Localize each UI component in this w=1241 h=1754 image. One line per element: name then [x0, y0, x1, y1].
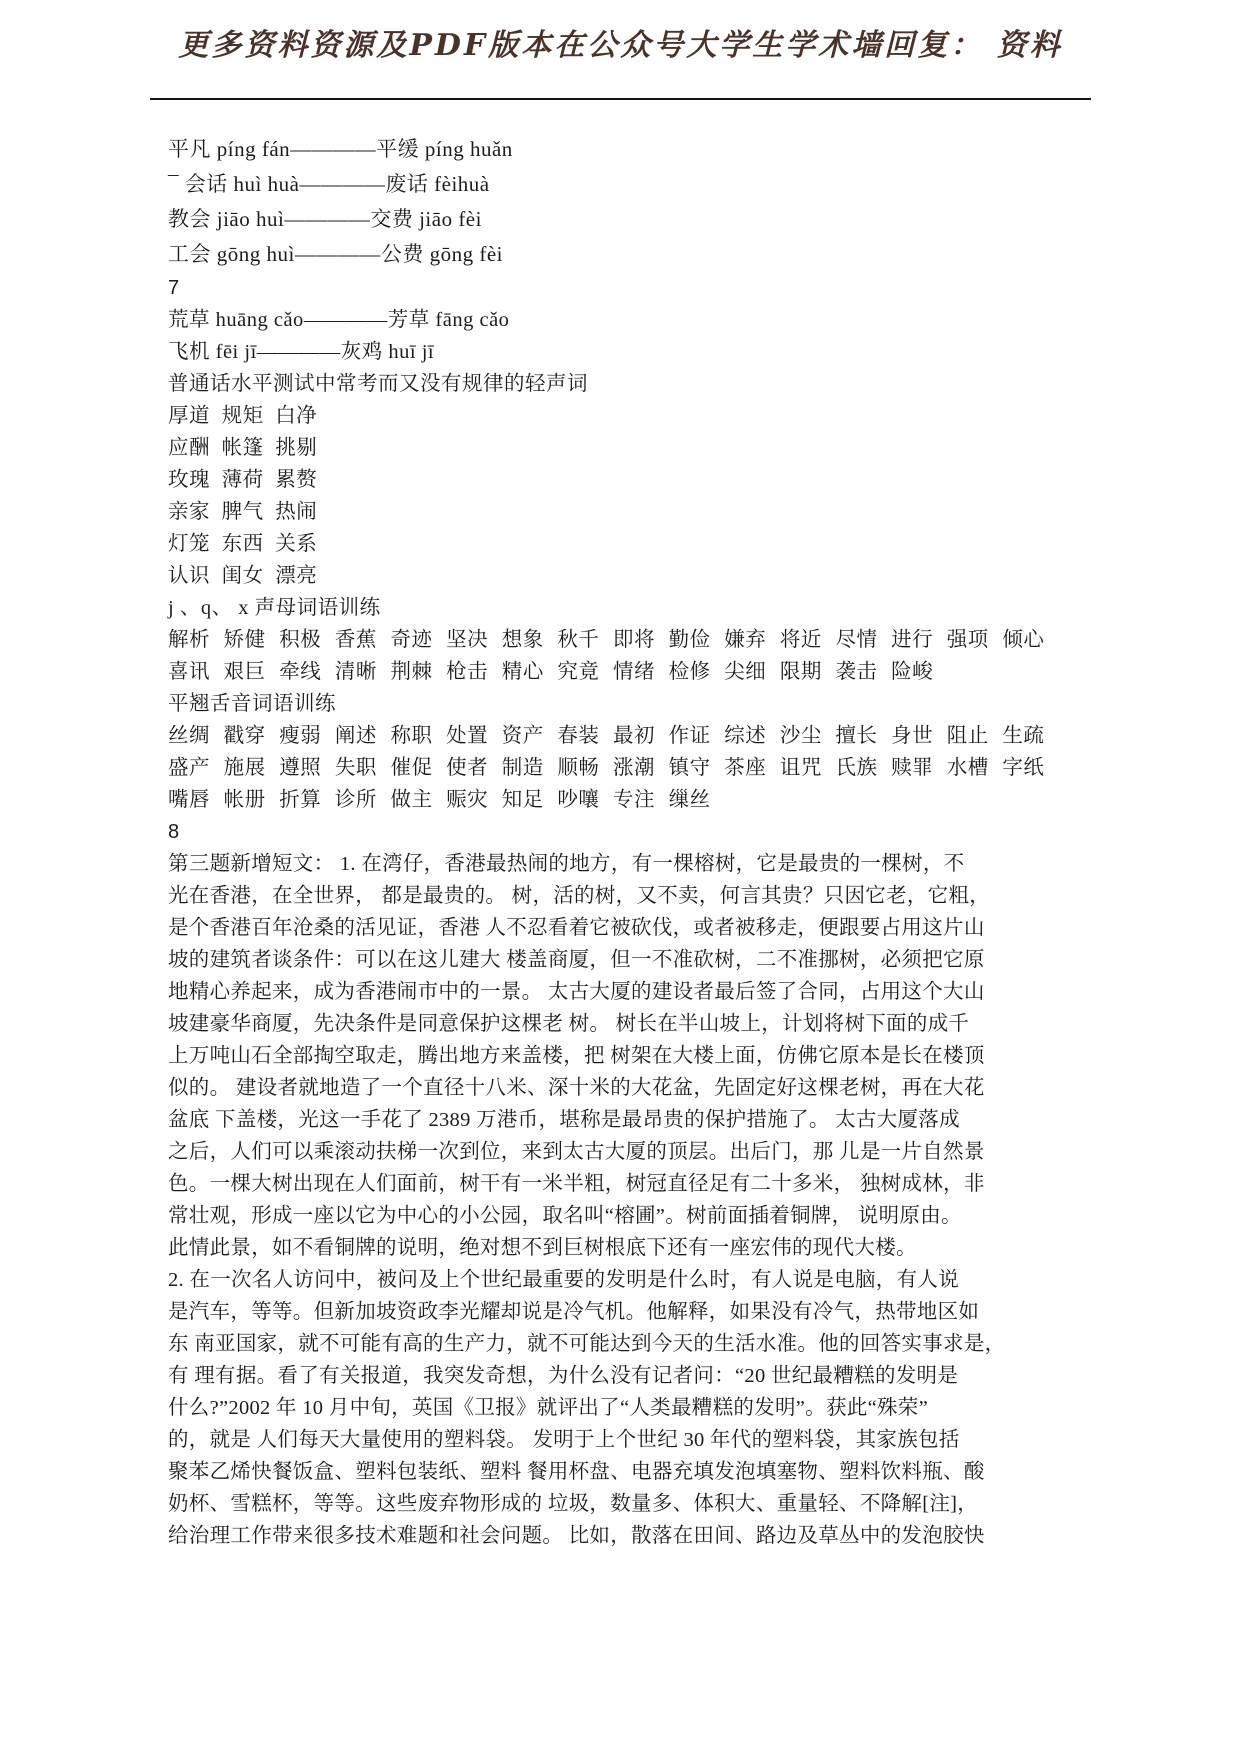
paragraph-line: 之后，人们可以乘滚动扶梯一次到位，来到太古大厦的顶层。出后门，那 儿是一片自然景	[168, 1141, 985, 1163]
pingqiao-word-rows	[168, 720, 1121, 816]
paragraph-line: 坡建豪华商厦，先决条件是同意保护这棵老 树。 树长在半山坡上，计划将树下面的成千	[168, 1013, 970, 1035]
paragraph-line: 有 理有据。看了有关报道，我突发奇想，为什么没有记者问：“20 世纪最糟糕的发明是	[168, 1365, 959, 1387]
section-title-qingsheng: 普通话水平测试中常考而又没有规律的轻声词	[168, 373, 588, 395]
paragraph-line: 色。一棵大树出现在人们面前，树干有一米半粗，树冠直径足有二十多米， 独树成林，非	[168, 1173, 985, 1195]
header-watermark-note: 更多资料资源及PDF版本在公众号大学生学术墙回复： 资料	[178, 28, 1063, 63]
paragraph-line: 坡的建筑者谈条件：可以在这儿建大 楼盖商厦，但一不准砍树，二不准挪树，必须把它原	[168, 949, 985, 971]
paragraph-line: 是汽车，等等。但新加坡资政李光耀却说是冷气机。他解释，如果没有冷气，热带地区如	[168, 1301, 980, 1323]
word-row: 盛产 施展 遵照 失职 催促 使者 制造 顺畅 涨潮 镇守 茶座 诅咒 氏族 赎罪 水槽 字纸	[168, 757, 1045, 779]
word-group-row: 亲家 脾气 热闹	[168, 501, 318, 523]
pinyin-pair-block-top	[168, 132, 1121, 272]
paragraph-line: 盆底 下盖楼，光这一手花了 2389 万港币，堪称是最昂贵的保护措施了。 太古大厦落成	[168, 1109, 960, 1131]
page-number-8: 8	[168, 821, 180, 843]
section-title-pingqiao: 平翘舌音词语训练	[168, 693, 336, 715]
paragraph-line: 光在香港，在全世界， 都是最贵的。 树，活的树，又不卖，何言其贵？只因它老，它粗，	[168, 885, 991, 907]
word-group-row: 认识 闺女 漂亮	[168, 565, 318, 587]
paragraph-line: 的，就是 人们每天大量使用的塑料袋。 发明于上个世纪 30 年代的塑料袋，其家族包括	[168, 1429, 960, 1451]
paragraph-line: 是个香港百年沧桑的活见证，香港 人不忍看着它被砍伐，或者被移走，便跟要占用这片山	[168, 917, 985, 939]
page-number-7: 7	[168, 277, 180, 299]
document-body	[168, 100, 1121, 1552]
word-row: 喜讯 艰巨 牵线 清晰 荆棘 枪击 精心 究竟 情绪 检修 尖细 限期 袭击 险峻	[168, 661, 934, 683]
paragraph-line: 似的。 建设者就地造了一个直径十八米、深十米的大花盆，先固定好这棵老树，再在大花	[168, 1077, 985, 1099]
pinyin-pair-line: ¯ 会话 huì huà————废话 fèihuà	[168, 172, 490, 196]
paragraph-line: 奶杯、雪糕杯，等等。这些废弃物形成的 垃圾，数量多、体积大、重量轻、不降解[注]，	[168, 1493, 979, 1515]
word-group-row: 玫瑰 薄荷 累赘	[168, 469, 318, 491]
word-group-row: 灯笼 东西 关系	[168, 533, 318, 555]
paragraph-line: 第三题新增短文： 1. 在湾仔，香港最热闹的地方，有一棵榕树，它是最贵的一棵树，不	[168, 853, 965, 875]
word-group-row: 厚道 规矩 白净	[168, 405, 318, 427]
pinyin-pair-block-bottom	[168, 304, 1121, 368]
paragraph-1	[168, 848, 1121, 1264]
paragraph-2	[168, 1264, 1121, 1552]
word-row: 嘴唇 帐册 折算 诊所 做主 赈灾 知足 吵嚷 专注 缫丝	[168, 789, 711, 811]
paragraph-line: 什么?”2002 年 10 月中旬，英国《卫报》就评出了“人类最糟糕的发明”。获此“殊荣”	[168, 1397, 928, 1419]
pinyin-pair-line: 平凡 píng fán————平缓 píng huǎn	[168, 137, 513, 161]
paragraph-line: 东 南亚国家，就不可能有高的生产力，就不可能达到今天的生活水准。他的回答实事求是，	[168, 1333, 1006, 1355]
paragraph-line: 上万吨山石全部掏空取走，腾出地方来盖楼，把 树架在大楼上面，仿佛它原本是长在楼顶	[168, 1045, 985, 1067]
paragraph-line: 给治理工作带来很多技术难题和社会问题。 比如，散落在田间、路边及草丛中的发泡胶快	[168, 1525, 985, 1547]
word-row: 解析 矫健 积极 香蕉 奇迹 坚决 想象 秋千 即将 勤俭 嫌弃 将近 尽情 进行 强项 倾心	[168, 629, 1045, 651]
pinyin-pair-line: 飞机 fēi jī————灰鸡 huī jī	[168, 341, 435, 363]
qingsheng-word-groups	[168, 400, 1121, 592]
paragraph-line: 地精心养起来，成为香港闹市中的一景。 太古大厦的建设者最后签了合同，占用这个大山	[168, 981, 985, 1003]
paragraph-line: 常壮观，形成一座以它为中心的小公园，取名叫“榕圃”。树前面插着铜牌， 说明原由。	[168, 1205, 962, 1227]
jqx-word-rows	[168, 624, 1121, 688]
word-row: 丝绸 戳穿 瘦弱 阐述 称职 处置 资产 春装 最初 作证 综述 沙尘 擅长 身世 阻止 生疏	[168, 725, 1045, 747]
pinyin-pair-line: 荒草 huāng cǎo————芳草 fāng cǎo	[168, 309, 510, 331]
word-group-row: 应酬 帐篷 挑剔	[168, 437, 318, 459]
pinyin-pair-line: 工会 gōng huì————公费 gōng fèi	[168, 242, 503, 266]
paragraph-line: 此情此景，如不看铜牌的说明，绝对想不到巨树根底下还有一座宏伟的现代大楼。	[168, 1237, 917, 1259]
section-title-jqx: j 、q、 x 声母词语训练	[168, 597, 381, 619]
paragraph-line: 聚苯乙烯快餐饭盒、塑料包装纸、塑料 餐用杯盘、电器充填发泡填塞物、塑料饮料瓶、酸	[168, 1461, 985, 1483]
paragraph-line: 2. 在一次名人访问中，被问及上个世纪最重要的发明是什么时，有人说是电脑，有人说	[168, 1269, 959, 1291]
pinyin-pair-line: 教会 jiāo huì————交费 jiāo fèi	[168, 207, 482, 231]
